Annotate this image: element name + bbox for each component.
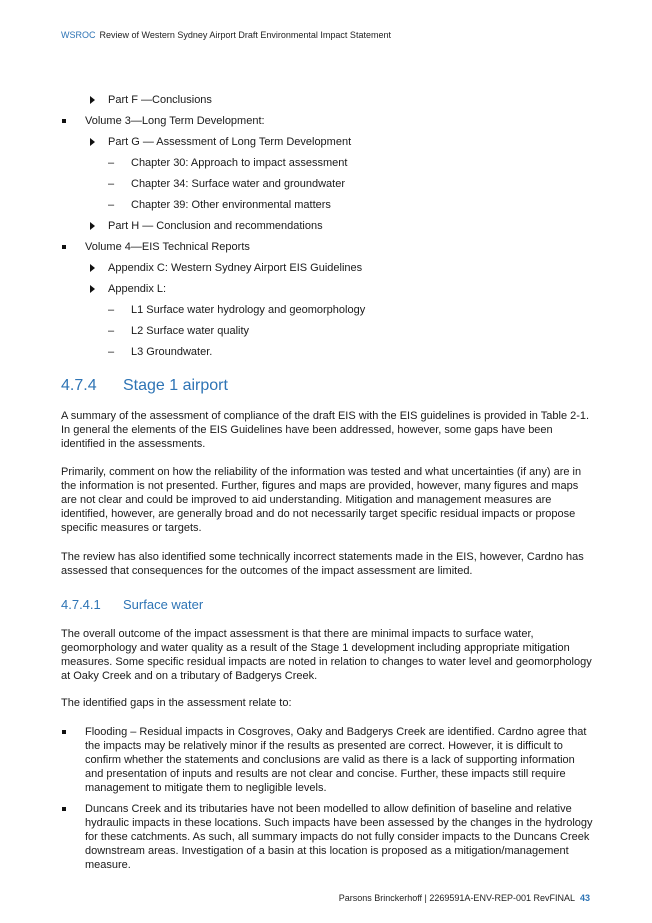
outline-item: Appendix C: Western Sydney Airport EIS Guidelines [61,261,593,282]
section-title: Stage 1 airport [123,377,228,394]
square-bullet-icon [62,245,66,249]
outline-item: Appendix L: [61,282,593,303]
outline-item: – L1 Surface water hydrology and geomorphology [108,304,366,316]
outline-item: Volume 3—Long Term Development: [61,114,593,135]
page-footer [339,893,590,903]
list-item: Duncans Creek and its tributaries have not been modelled to allow definition of baseline and relative hydraulic impacts in these locations. Such impacts have been assessed by the changes in the hydrology for these catchments. As such, all summary impacts do not fully consider impacts to the Duncans Creek downstream areas. Investigation of a basin at this location is proposed as a mitigation/management measure. [61,802,593,872]
section-title: Surface water [123,597,204,612]
square-bullet-icon [62,119,66,123]
dash-bullet-icon: – [108,325,115,337]
square-bullet-icon [62,730,66,734]
page-number: 43 [579,893,590,903]
outline-item: – L3 Groundwater. [108,346,213,358]
header-title: Review of Western Sydney Airport Draft Environmental Impact Statement [99,30,391,40]
outline-item: Part G — Assessment of Long Term Development [61,135,593,156]
paragraph: The review has also identified some technically incorrect statements made in the EIS, however, Cardno has assessed that consequences for the outcomes of the impact assessment are limited. [61,551,584,577]
section-number: 4.7.4 [61,377,97,394]
square-bullet-icon [62,807,66,811]
dash-bullet-icon: – [108,346,115,358]
triangle-bullet-icon [90,96,95,104]
outline-item: – Chapter 34: Surface water and groundwater [108,178,346,190]
dash-bullet-icon: – [108,199,115,211]
outline-item: – Chapter 39: Other environmental matters [108,199,331,211]
paragraph: The overall outcome of the impact assessment is that there are minimal impacts to surface water, geomorphology and water quality as a result of the Stage 1 development including appropriate mitigation measures. Some specific residual impacts are noted in relation to changes to water level and geomorphology at Oaky Creek and on a tributary of Badgerys Creek. [61,628,592,682]
outline-item: – Chapter 30: Approach to impact assessment [108,157,348,169]
page-header [61,30,391,40]
section-heading-4-7-4 [61,377,228,395]
dash-bullet-icon: – [108,304,115,316]
triangle-bullet-icon [90,222,95,230]
paragraph: A summary of the assessment of compliance of the draft EIS with the EIS guidelines is provided in Table 2-1. In general the elements of the EIS Guidelines have been addressed, however, some gaps have been identified in the assessments. [61,410,590,450]
dash-bullet-icon: – [108,157,115,169]
outline-item: Part H — Conclusion and recommendations [61,219,593,240]
section-heading-4-7-4-1 [61,597,203,612]
triangle-bullet-icon [90,285,95,293]
paragraph: The identified gaps in the assessment relate to: [61,697,292,709]
triangle-bullet-icon [90,138,95,146]
outline-item: – L2 Surface water quality [108,325,250,337]
triangle-bullet-icon [90,264,95,272]
paragraph: Primarily, comment on how the reliability of the information was tested and what uncertainties (if any) are in the information is not presented. Further, figures and maps are provided, however, many figures and maps are not clear and could be improved to aid understanding. Mitigation and management measures are identified, however, are generally broad and do not necessarily target specific residual impacts or propose specific measures or targets. [61,466,582,534]
header-brand: WSROC [61,30,96,40]
section-number: 4.7.4.1 [61,597,101,612]
footer-text: Parsons Brinckerhoff | 2269591A-ENV-REP-001 RevFINAL [338,893,575,903]
outline-item: Part F —Conclusions [61,93,593,114]
outline-item: Volume 4—EIS Technical Reports [61,240,593,261]
outline-list [61,93,593,366]
dash-bullet-icon: – [108,178,115,190]
list-item: Flooding – Residual impacts in Cosgroves, Oaky and Badgerys Creek are identified. Cardno agree that the impacts may be relatively minor if the results as presented are correct. However, it is difficult to confirm whether the statements and conclusions are valid as there is a lack of supporting information and presentation of inputs and results are not clear and concise. Further, these impacts still require management to mitigate them to negligible levels. [61,725,593,795]
